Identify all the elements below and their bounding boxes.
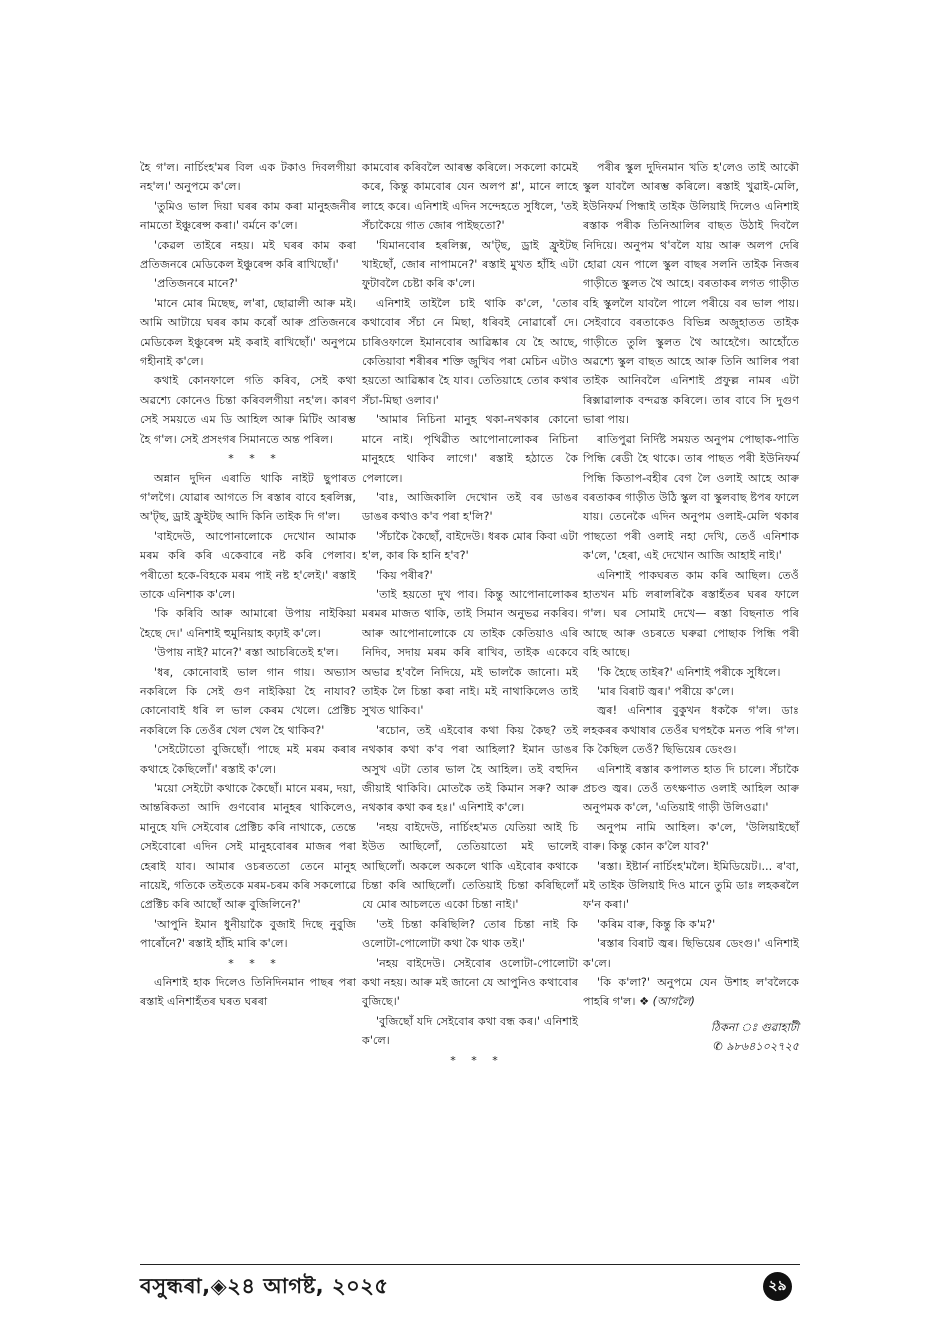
paragraph	[583, 158, 799, 430]
section-break-stars	[140, 954, 356, 973]
text-column-1	[140, 158, 356, 1012]
paragraph	[583, 857, 799, 915]
paragraph	[140, 779, 356, 915]
paragraph	[362, 915, 578, 954]
paragraph-text: 'ৰচোন, তই এইবোৰ কথা কিয় কৈছ? তই নথকাৰ কথা ক'ব পৰা আহিলা? ইমান ডাঙৰ অসুখ এটা তোৰ ভাল হৈ আহিল। তই বহুদিন জীয়াই থাকিবি। মোতকৈ তই কিমান সৰু? আৰু নথকাৰ কথা কৰ হঃ।' এনিশাই ক'লে।	[362, 723, 578, 815]
paragraph	[583, 760, 799, 818]
paragraph-text: 'উপায় নাই? মানে?' ৰস্তা আচৰিতেই হ'ল।	[154, 646, 339, 660]
paragraph	[583, 701, 799, 759]
section-break-stars	[362, 1051, 578, 1070]
paragraph	[362, 236, 578, 294]
paragraph	[140, 663, 356, 741]
paragraph	[362, 566, 578, 585]
paragraph-text: অন্নান দুদিন এৰাতি থাকি নাইট ছুপাৰত গ'লগৈ। যোৱাৰ আগতে সি ৰস্তাৰ বাবে হৰলিক্স, অ'ট্‌ছ, ড্ৰাই ফ্ৰুইটছ আদি কিনি তাইক দি গ'ল।	[140, 471, 356, 524]
paragraph-text: 'বাইদেউ, আপোনালোকে দেখোন আমাক মৰম কৰি কৰি একেবাৰে নষ্ট কৰি পেলাব। পৰীতো হকে-বিহকে মৰম পাই নষ্ট হ'লেই।' ৰস্তাই তাকে এনিশাক ক'লে।	[140, 529, 356, 601]
paragraph-text: 'যিমানবোৰ হৰলিক্স, অ'ট্‌ছ, ড্ৰাই ফ্ৰুইটছ খাইছোঁ, জোৰ নাপামনে?' ৰস্তাই মুখত হাঁহি এটা ফুটাবলৈ চেষ্টা কৰি ক'লে।	[362, 238, 578, 291]
paragraph	[362, 158, 578, 236]
author-phone: ✆ ৯৮৬৪১০২৭২৫	[713, 1039, 799, 1053]
text-column-2	[362, 158, 578, 1070]
paragraph	[140, 604, 356, 643]
paragraph-text: 'নহয় বাইদেউ, নাৰ্চিংহ'মত যেতিয়া আই চি ইউত আছিলোঁ, তেতিয়াতো মই ভালেই আছিলোঁ। অকলে অকলে থাকি এইবোৰ কথাকে চিন্তা কৰি আছিলোঁ। তেতিয়াই চিন্তা কৰিছিলোঁ যে মোৰ আচলতে একো চিন্তা নাই।'	[362, 820, 578, 912]
paragraph	[362, 585, 578, 721]
paragraph-text: 'তুমিও ভাল দিয়া ঘৰৰ কাম কৰা মানুহজনীৰ নামতো ইঞ্চুৰেন্স কৰা।' বৰ্মনে ক'লে।	[140, 199, 356, 233]
paragraph	[140, 643, 356, 662]
paragraph-text: 'বুজিছোঁ যদি সেইবোৰ কথা বন্ধ কৰ।' এনিশাই ক'লে।	[362, 1014, 578, 1048]
paragraph	[583, 682, 799, 701]
paragraph-text: 'কি কৰিবি আৰু আমাৰো উপায় নাইকিয়া হৈছে দে।' এনিশাই হুমুনিয়াহ কঢ়াই ক'লে।	[140, 607, 356, 640]
paragraph-text: 'কি হৈছে তাইৰ?' এনিশাই পৰীকে সুধিলে।	[597, 665, 781, 679]
paragraph-text: * * *	[450, 1053, 504, 1067]
paragraph	[140, 915, 356, 954]
paragraph-text: 'ৰস্তা। ইষ্টাৰ্ন নাৰ্চিংহ'মলৈ। ইমিডিয়েট।... ৰ'বা, মই তাইক উলিয়াই দিও মানে তুমি ডাঃ লহকৰলৈ ফ'ন কৰা।'	[583, 859, 799, 912]
paragraph	[140, 274, 356, 293]
footer-divider	[140, 1264, 800, 1265]
paragraph-text: কামবোৰ কৰিবলৈ আৰম্ভ কৰিলে। সকলো কামেই কৰে, কিন্তু কামবোৰ যেন অলপ শ্ল', মানে লাহে লাহে কৰে। এনিশাই এদিন সন্দেহতে সুধিলে, 'তই সঁচাকৈয়ে গাত জোৰ পাইছতো?'	[362, 161, 578, 233]
paragraph	[140, 527, 356, 605]
paragraph	[583, 973, 799, 1012]
paragraph-text: 'তই চিন্তা কৰিছিলি? তোৰ চিন্তা নাই কি ওলোটা-পোলোটা কথা কৈ থাক তই।'	[362, 917, 578, 951]
paragraph-text: হৈ গ'ল। নাৰ্চিংহ'মৰ বিল এক টকাও দিবলগীয়া নহ'ল।' অনুপমে ক'লে।	[140, 161, 356, 194]
page-number-badge: ২৯	[763, 1272, 792, 1301]
paragraph-text: 'প্ৰতিজনৰে মানে?'	[154, 277, 238, 291]
paragraph	[583, 915, 799, 934]
paragraph	[140, 197, 356, 236]
author-address: ঠিকনা ঃ গুৱাহাটী	[710, 1020, 799, 1034]
paragraph-text: * * *	[228, 452, 282, 466]
paragraph-text: 'কিয় পৰীৰ?'	[376, 568, 433, 582]
paragraph	[140, 294, 356, 372]
paragraph-text: ৰাতিপুৱা নিৰ্দিষ্ট সময়ত অনুপম পোছাক-পাতি পিন্ধি ৰেডী হৈ থাকে। তাৰ পাছত পৰী ইউনিফৰ্ম পিন্ধি কিতাপ-বহীৰ বেগ লৈ ওলাই আহে আৰু বৰতাকৰ গাড়ীত উঠি স্কুল বা স্কুলবাছ ষ্টপৰ ফালে যায়। তেনেকৈ এদিন অনুপম ওলাই-মেলি থকাৰ পাছতো পৰী ওলাই নহা দেখি, তেওঁ এনিশাক ক'লে, 'হেৰা, এই দেখোন আজি আহাই নাই।'	[583, 432, 799, 563]
paragraph	[583, 430, 799, 566]
magazine-footer-title: বসুন্ধৰা,◈২৪ আগষ্ট, ২০২৫	[140, 1274, 389, 1298]
paragraph-text: 'ধৰ, কোনোবাই ভাল গান গায়। অভ্যাস নকৰিলে কি সেই গুণ নাইকিয়া হৈ নাযাব? কোনোবাই ধৰি ল ভাল কেৰম খেলে। প্ৰেক্টিচ নকৰিলে কি তেওঁৰ খেল খেল হৈ থাকিব?'	[140, 665, 356, 737]
paragraph-text: এনিশাই হাক দিলেও তিনিদিনমান পাছৰ পৰা ৰস্তাই এনিশাহঁতৰ ঘৰত ঘৰৰা	[140, 976, 356, 1009]
section-break-stars	[140, 449, 356, 468]
paragraph-text: 'মাৰ বিৰাট জ্বৰ।' পৰীয়ে ক'লে।	[597, 684, 734, 698]
paragraph-text: এনিশাই ৰস্তাৰ কপালত হাত দি চালে। সঁচাকৈ প্ৰচণ্ড জ্বৰ। তেওঁ তৎক্ষণাত ওলাই আহিল আৰু অনুপমক ক'লে, 'এতিয়াই গাড়ী উলিওৱা।'	[583, 762, 799, 815]
paragraph-text: 'সেইটোতো বুজিছোঁ। পাছে মই মৰম কৰাৰ কথাহে কৈছিলোঁ।' ৰস্তাই ক'লে।	[140, 743, 356, 776]
paragraph	[362, 527, 578, 566]
paragraph	[583, 934, 799, 973]
author-signature	[583, 1018, 799, 1056]
paragraph-text: 'ময়ো সেইটো কথাকে কৈছোঁ। মানে মৰম, দয়া, আন্তৰিকতা আদি গুণবোৰ মানুহৰ থাকিলেও, মানুহে যদি সেইবোৰ প্ৰেক্টিচ কৰি নাথাকে, তেন্তে সেইবোৰো এদিন সেই মানুহবোৰৰ মাজৰ পৰা হেৰাই যাব। আমাৰ ওচৰততো তেনে মানুহ নায়েই, গতিকে তইতকে মৰম-চৰম কৰি সকলোৱে প্ৰেক্টিচ কৰি আছোঁ আৰু বুজিলিনে?'	[140, 782, 356, 912]
text-column-3	[583, 158, 799, 1056]
paragraph	[140, 158, 356, 197]
paragraph-text: এনিশাই পাকঘৰত কাম কৰি আছিল। তেওঁ হাতখন মচি লৰালৰিকৈ ৰস্তাহঁতৰ ঘৰৰ ফালে গ'ল। ঘৰ সোমাই দেখে— ৰস্তা বিছনাত পৰি আছে আৰু ওচৰতে ঘৰুৱা পোছাক পিন্ধি পৰী বহি আছে।	[583, 568, 799, 660]
paragraph	[140, 740, 356, 779]
paragraph-text: 'মানে মোৰ মিছেছ, ল'ৰা, ছোৱালী আৰু মই। আমি আটায়ে ঘৰৰ কাম কৰোঁ আৰু প্ৰতিজনৰে মেডিকেল ইঞ্চুৰেন্স মই কৰাই ৰাখিছোঁ।' অনুপমে গহীনাই ক'লে।	[140, 296, 356, 369]
paragraph-text: 'বাঃ, আজিকালি দেখোন তই বৰ ডাঙৰ ডাঙৰ কথাও ক'ব পৰা হ'লি?'	[362, 490, 578, 524]
paragraph-text: 'সঁচাকৈ কৈছোঁ, বাইদেউ। ধৰক মোৰ কিবা এটা হ'ল, কাৰ কি হানি হ'ব?'	[362, 529, 578, 563]
paragraph	[140, 973, 356, 1012]
paragraph	[362, 410, 578, 488]
paragraph	[583, 566, 799, 663]
paragraph	[140, 371, 356, 449]
paragraph	[362, 954, 578, 1012]
paragraph	[362, 488, 578, 527]
paragraph-text: এনিশাই তাইলৈ চাই থাকি ক'লে, 'তোৰ কথাবোৰ সঁচা নে মিছা, ধৰিবই নোৱাৰোঁ দে। চাৰিওফালে ইমানবোৰ আৱিষ্কাৰ যে হৈ আছে, কেতিয়াবা শৰীৰৰ শক্তি জুখিব পৰা মেচিন এটাও হয়তো আৱিষ্কাৰ হৈ যাব। তেতিয়াহে তোৰ কথাৰ সঁচা-মিছা ওলাব।'	[362, 296, 578, 407]
paragraph-text: 'কেৱল তাইৰে নহয়। মই ঘৰৰ কাম কৰা প্ৰতিজনৰে মেডিকেল ইঞ্চুৰেন্স কৰি ৰাখিছোঁ।'	[140, 238, 356, 272]
paragraph-text: 'কি ক'লা?' অনুপমে যেন উশাহ ল'বলৈকে পাহৰি গ'ল।	[583, 976, 799, 1009]
paragraph	[583, 818, 799, 857]
paragraph	[362, 818, 578, 915]
paragraph-text: কথাই কোনফালে গতি কৰিব, সেই কথা অৱশ্যে কোনেও চিন্তা কৰিবলগীয়া নহ'ল। কাৰণ সেই সময়তে এম ডি আহিল আৰু মিটিং আৰম্ভ হৈ গ'ল। সেই প্ৰসংগৰ সিমানতে অন্ত পৰিল।	[140, 374, 356, 446]
paragraph-text: 'নহয় বাইদেউ। সেইবোৰ ওলোটা-পোলোটা কথা নহয়। আৰু মই জানো যে আপুনিও কথাবোৰ বুজিছে।'	[362, 956, 578, 1009]
paragraph	[362, 1012, 578, 1051]
paragraph	[140, 236, 356, 275]
paragraph-text: 'আমাৰ নিচিনা মানুহ থকা-নথকাৰ কোনো মানে নাই। পৃথিৱীত আপোনালোকৰ নিচিনা মানুহহে থাকিব লাগে।' ৰস্তাই হঠাতে কৈ পেলালে।	[362, 413, 578, 485]
paragraph	[583, 663, 799, 682]
continued-marker: ❖ (আগলৈ)	[639, 995, 695, 1009]
paragraph	[362, 721, 578, 818]
paragraph-text: 'আপুনি ইমান ধুনীয়াকৈ বুজাই দিছে নুবুজি পাৰোঁনে?' ৰস্তাই হাঁহি মাৰি ক'লে।	[140, 917, 356, 951]
paragraph-text: 'তাই হয়তো দুখ পাব। কিন্তু আপোনালোকৰ মৰমৰ মাজত থাকি, তাই সিমান অনুভৱ নকৰিব। আৰু আপোনালোকে যে তাইক কেতিয়াও এৰি নিদিব, সদায় মৰম কৰি ৰাখিব, তাইক একেবে অভাৱ হ'বলৈ নিদিয়ে, মই ভালকৈ জানো। মই তাইক লৈ চিন্তা কৰা নাই। মই নাথাকিলেও তাই সুখত থাকিব।'	[362, 587, 578, 718]
paragraph-text: অনুপম নামি আহিল। ক'লে, 'উলিয়াইছোঁ বাৰু। কিন্তু কোন ক'লৈ যাব?'	[583, 820, 799, 854]
paragraph	[362, 294, 578, 410]
paragraph-text: পৰীৰ স্কুল দুদিনমান খতি হ'লেও তাই আকৌ স্কুল যাবলৈ আৰম্ভ কৰিলে। ৰস্তাই খুৱাই-মেলি, ইউনিফৰ্ম পিন্ধাই তাইক উলিয়াই দিলেও এনিশাই ৰস্তাক পৰীক তিনিআলিৰ বাছত উঠাই দিবলৈ নিদিয়ে। অনুপম থ'বলৈ যায় আৰু অলপ দেৰি হোৱা যেন পালে স্কুল বাছৰ সলনি তাইক নিজৰ গাড়ীতে স্কুলত থৈ আহে। বৰতাকৰ লগত গাড়ীত বহি স্কুললৈ যাবলৈ পালে পৰীয়ে বৰ ভাল পায়। সেইবাবে বৰতাকেও বিভিন্ন অজুহাতত তাইক গাড়ীতে তুলি স্কুলত থৈ আহেগৈ। আহোঁতে অৱশ্যে স্কুল বাছত আহে আৰু তিনি আলিৰ পৰা তাইক আনিবলৈ এনিশাই প্ৰফুল্ল নামৰ এটা ৰিক্সাৱালাক বন্দৱস্ত কৰিলে। তাৰ বাবে সি দুগুণ ভাৰা পায়।	[583, 161, 799, 427]
paragraph-text: 'ৰস্তাৰ বিৰাট জ্বৰ। ছিভিয়েৰ ডেংগু।' এনিশাই ক'লে।	[583, 937, 799, 970]
paragraph-text: 'কৰিম বাৰু, কিন্তু কি ক'ম?'	[597, 917, 716, 931]
paragraph-text: * * *	[228, 956, 282, 970]
paragraph	[140, 469, 356, 527]
paragraph-text: জ্বৰ! এনিশাৰ বুকুখন ধককৈ গ'ল। ডাঃ লহকৰৰ কথাষাৰ তেওঁৰ ঘপহকৈ মনত পৰি গ'ল। কি কৈছিল তেওঁ? ছিভিয়েৰ ডেংগু।	[583, 704, 799, 757]
